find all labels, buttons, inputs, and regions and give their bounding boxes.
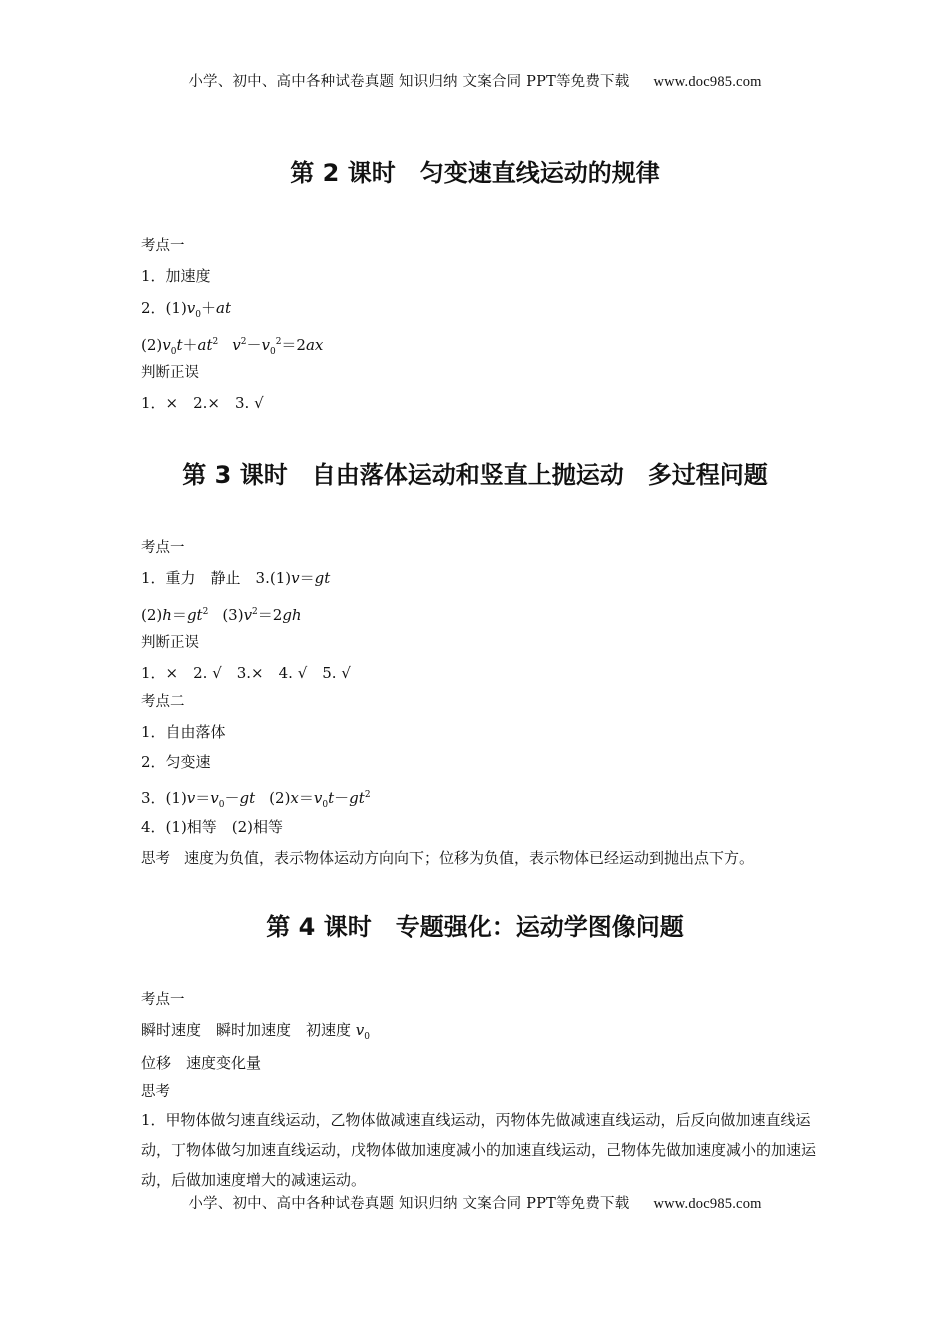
s3-kaodian-1-label: 考点一	[141, 540, 185, 556]
s4-think-label: 思考	[141, 1084, 170, 1100]
s3-kaodian-2-label: 考点二	[141, 694, 185, 710]
s3-k2-line-1: 1．自由落体	[141, 723, 226, 741]
s4-line-2: 位移 速度变化量	[141, 1054, 262, 1072]
footer-url[interactable]: www.doc985.com	[653, 1196, 762, 1212]
s3-line-2: $(2)h=gt^2$ $(3)v^2=2gh$	[141, 606, 302, 624]
s4-kaodian-1-label: 考点一	[141, 992, 185, 1008]
s2-line-1: 1．加速度	[141, 267, 211, 285]
page-header	[0, 70, 950, 91]
s3-judge-answers: 1．× 2. √ 3.× 4. √ 5. √	[141, 664, 351, 682]
s3-think-label: 思考	[141, 851, 170, 867]
s3-k2-line-3: 3．$(1)v=v_0-gt$ $(2)x=v_0t-gt^2$	[141, 789, 371, 810]
lesson-3-title: 第 3 课时 自由落体运动和竖直上抛运动 多过程问题	[182, 461, 768, 489]
s4-line-1: 瞬时速度 瞬时加速度 初速度 $v_0$	[141, 1021, 370, 1042]
s3-k2-line-2: 2．匀变速	[141, 753, 211, 771]
s2-line-3: $(2)v_0t+at^2$ $v^2-v_0^2=2ax$	[141, 336, 324, 357]
s2-judge-label: 判断正误	[141, 365, 199, 381]
lesson-2-title: 第 2 课时 匀变速直线运动的规律	[290, 159, 660, 187]
header-url[interactable]: www.doc985.com	[653, 74, 762, 90]
s2-line-2: 2．$(1)v_0+at$	[141, 299, 232, 320]
s3-think	[141, 848, 754, 869]
s3-judge-label: 判断正误	[141, 635, 199, 651]
s3-line-1: 1．重力 静止 3.(1)v＝gt	[141, 569, 331, 587]
header-text: 小学、初中、高中各种试卷真题 知识归纳 文案合同 PPT等免费下载	[188, 74, 630, 90]
s3-k2-line-4: 4．(1)相等 (2)相等	[141, 818, 284, 836]
page-footer	[0, 1192, 950, 1213]
s2-kaodian-1-label: 考点一	[141, 238, 185, 254]
s4-think-text: 1．甲物体做匀速直线运动，乙物体做减速直线运动，丙物体先做减速直线运动，后反向做加速直线运动，丁物体做匀加速直线运动，戊物体做加速度减小的加速直线运动，己物体先做加速度减小的加速运动，后做加速度增大的减速运动。	[141, 1111, 817, 1189]
s3-think-text: 速度为负值，表示物体运动方向向下；位移为负值，表示物体已经运动到抛出点下方。	[184, 849, 755, 867]
s2-judge-answers: 1．× 2.× 3. √	[141, 394, 264, 412]
footer-text: 小学、初中、高中各种试卷真题 知识归纳 文案合同 PPT等免费下载	[188, 1196, 630, 1212]
lesson-4-title: 第 4 课时 专题强化：运动学图像问题	[266, 913, 684, 941]
